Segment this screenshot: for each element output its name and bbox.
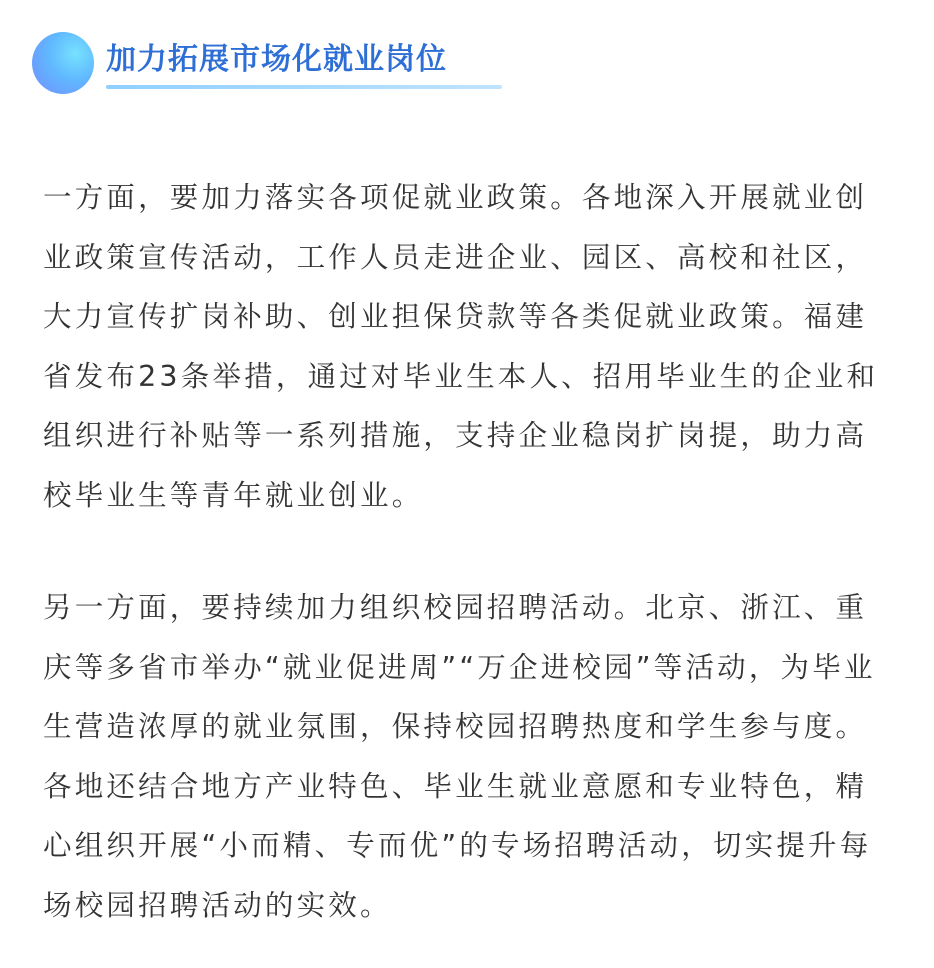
section-heading (32, 30, 492, 94)
heading-bullet-icon (32, 32, 94, 94)
section-title: 加力拓展市场化就业岗位 (106, 42, 447, 77)
article-body (43, 168, 889, 935)
paragraph-campus-recruitment: 另一方面，要持续加力组织校园招聘活动。北京、浙江、重庆等多省市举办“就业促进周”“万企进校园”等活动，为毕业生营造浓厚的就业氛围，保持校园招聘热度和学生参与度。各地还结合地方产业特色、毕业生就业意愿和专业特色，精心组织开展“小而精、专而优”的专场招聘活动，切实提升每场校园招聘活动的实效。 (43, 591, 876, 922)
paragraph-policy: 一方面，要加力落实各项促就业政策。各地深入开展就业创业政策宣传活动，工作人员走进企业、园区、高校和社区，大力宣传扩岗补助、创业担保贷款等各类促就业政策。福建省发布23条举措，通过对毕业生本人、招用毕业生的企业和组织进行补贴等一系列措施，支持企业稳岗扩岗提，助力高校毕业生等青年就业创业。 (43, 181, 879, 512)
title-underline (106, 85, 502, 89)
